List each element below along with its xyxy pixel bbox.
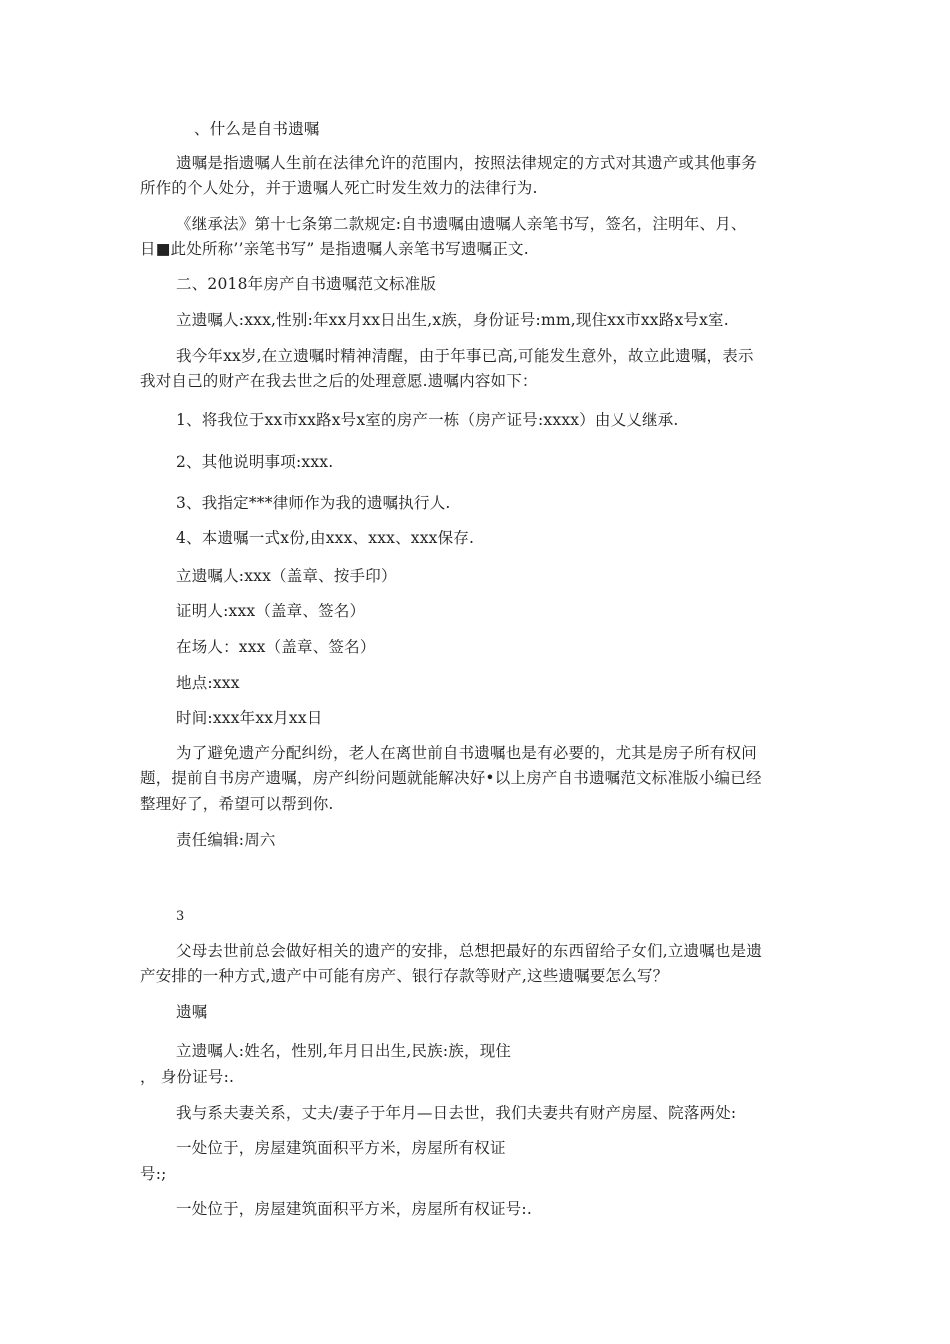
- paragraph-line: 立遗嘱人:姓名，性别,年月日出生,民族:族，现住: [176, 1042, 512, 1060]
- paragraph-line: 遗嘱是指遗嘱人生前在法律允许的范围内，按照法律规定的方式对其遗产或其他事务: [176, 154, 757, 172]
- signature-line: 证明人:xxx（盖章、签名）: [176, 602, 366, 620]
- testator-line: 立遗嘱人:xxx,性别:年xx月xx日出生,x族，身份证号:mm,现住xx市xx路x号x室.: [176, 311, 729, 329]
- paragraph-line: 父母去世前总会做好相关的遗产的安排，总想把最好的东西留给子女们,立遗嘱也是遗: [176, 942, 763, 960]
- paragraph-line: 一处位于，房屋建筑面积平方米，房屋所有权证: [176, 1139, 506, 1157]
- time-line: 时间:xxx年xx月xx日: [176, 709, 323, 727]
- will-item: 3、我指定***律师作为我的遗嘱执行人.: [176, 494, 451, 512]
- paragraph-line: 所作的个人处分，并于遗嘱人死亡时发生效力的法律行为.: [140, 179, 538, 197]
- section-heading-2: 二、2018年房产自书遗嘱范文标准版: [176, 275, 437, 293]
- place-line: 地点:xxx: [176, 674, 240, 692]
- paragraph-line: 题，提前自书房产遗嘱，房产纠纷问题就能解决好•以上房产自书遗嘱范文标准版小编已经: [140, 769, 762, 787]
- will-item: 1、将我位于xx市xx路x号x室的房产一栋（房产证号:xxxx）由乂乂继承.: [176, 411, 679, 429]
- paragraph-line: 产安排的一种方式,遗产中可能有房产、银行存款等财产,这些遗嘱要怎么写？: [140, 967, 669, 985]
- editor-line: 责任编辑:周六: [176, 831, 276, 849]
- paragraph-line: 我对自己的财产在我去世之后的处理意愿.遗嘱内容如下：: [140, 372, 538, 390]
- section-heading-1: 、什么是自书遗嘱: [194, 120, 320, 138]
- paragraph-line: 为了避免遗产分配纠纷，老人在离世前自书遗嘱也是有必要的，尤其是房子所有权问: [176, 744, 757, 762]
- section-title: 遗嘱: [176, 1003, 208, 1021]
- paragraph-line: 《继承法》第十七条第二款规定:自书遗嘱由遗嘱人亲笔书写，签名，注明年、月、: [176, 215, 747, 233]
- will-item: 2、其他说明事项:xxx.: [176, 453, 334, 471]
- paragraph-line: ， 身份证号:.: [140, 1068, 235, 1086]
- paragraph-line: 日■此处所称’’亲笔书写” 是指遗嘱人亲笔书写遗嘱正文.: [140, 240, 529, 258]
- will-item: 4、本遗嘱一式x份,由xxx、xxx、xxx保存.: [176, 529, 475, 547]
- signature-line: 立遗嘱人:xxx（盖章、按手印）: [176, 567, 397, 585]
- paragraph-line: 号:;: [140, 1165, 167, 1183]
- paragraph-line: 一处位于，房屋建筑面积平方米，房屋所有权证号:.: [176, 1200, 532, 1218]
- paragraph-line: 我与系夫妻关系，丈夫/妻子于年月—日去世，我们夫妻共有财产房屋、院落两处:: [176, 1104, 737, 1122]
- paragraph-line: 我今年xx岁,在立遗嘱时精神清醒，由于年事已高,可能发生意外，故立此遗嘱，表示: [176, 347, 754, 365]
- signature-line: 在场人：xxx（盖章、签名）: [176, 638, 376, 656]
- paragraph-line: 整理好了，希望可以帮到你.: [140, 795, 334, 813]
- page-number: 3: [176, 909, 185, 924]
